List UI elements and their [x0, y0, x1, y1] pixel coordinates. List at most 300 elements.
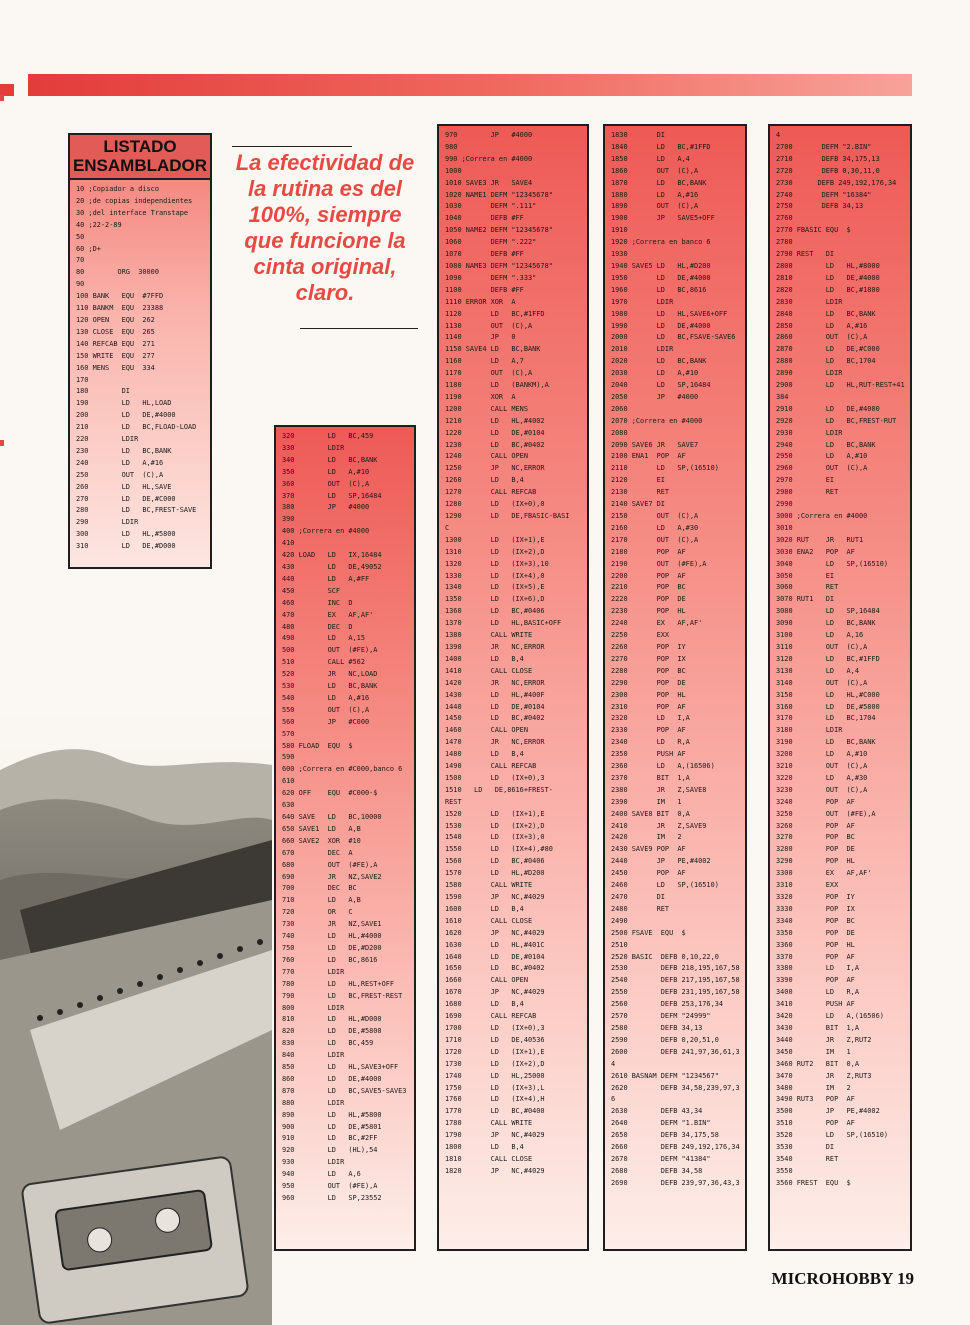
- listing-panel-5: [768, 124, 912, 1251]
- code-line: 3160 LD DE,#5800: [776, 702, 880, 711]
- code-line: 3470 JR Z,RUT3: [776, 1071, 872, 1080]
- code-line: 2780: [776, 238, 793, 247]
- code-line: 1070 DEFB #FF: [445, 250, 524, 259]
- code-line: 1010 SAVE3 JR SAVE4: [445, 178, 533, 187]
- code-line: 660 SAVE2 XOR #10: [282, 836, 361, 845]
- listing-panel-4: [603, 124, 747, 1251]
- code-line: 2070 ;Correra en #4000: [611, 416, 703, 425]
- code-line: 1340 LD (IX+5),E: [445, 583, 545, 592]
- code-line: 330 LDIR: [282, 443, 345, 452]
- code-line: REST: [445, 797, 462, 806]
- code-line: 3480 IM 2: [776, 1083, 851, 1092]
- code-line: 690 JR NZ,SAVE2: [282, 872, 382, 881]
- code-line: 290 LDIR: [76, 518, 139, 527]
- code-line: 540 LD A,#16: [282, 693, 370, 702]
- code-line: 1830 DI: [611, 131, 665, 139]
- listing-panel-2: [274, 425, 416, 1251]
- code-line: 1470 JR NC,ERROR: [445, 738, 545, 747]
- code-line: 3310 EXX: [776, 881, 839, 890]
- code-line: 1280 LD (IX+0),0: [445, 500, 545, 509]
- code-line: 2020 LD BC,BANK: [611, 357, 707, 366]
- code-line: 1420 JR NC,ERROR: [445, 678, 545, 687]
- code-line: 230 LD BC,BANK: [76, 446, 172, 455]
- code-line: 3260 POP AF: [776, 821, 855, 830]
- code-line: 810 LD HL,#D000: [282, 1015, 382, 1024]
- code-line: 1320 LD (IX+3),10: [445, 559, 549, 568]
- code-line: 410: [282, 539, 295, 548]
- code-line: 2950 LD A,#10: [776, 452, 868, 461]
- code-line: 3170 LD BC,1704: [776, 714, 876, 723]
- code-line: 70: [76, 256, 85, 265]
- code-line: 360 OUT (C),A: [282, 479, 370, 488]
- code-line: 3120 LD BC,#1FFD: [776, 654, 880, 663]
- code-line: 2320 LD I,A: [611, 714, 690, 723]
- code-line: 2210 POP BC: [611, 583, 686, 592]
- code-line: 1450 LD BC,#0402: [445, 714, 545, 723]
- code-line: 2110 LD SP,(16510): [611, 464, 719, 473]
- code-line: 1990 LD DE,#4000: [611, 321, 711, 330]
- code-line: 1880 LD A,#16: [611, 190, 699, 199]
- code-line: 3410 PUSH AF: [776, 1000, 855, 1009]
- code-line: 50: [76, 232, 85, 241]
- code-line: 2280 POP BC: [611, 666, 686, 675]
- code-line: 3460 RUT2 BIT 0,A: [776, 1059, 859, 1068]
- code-line: 1970 LDIR: [611, 297, 674, 306]
- code-line: 2030 LD A,#10: [611, 369, 699, 378]
- code-line: 2740 DEFM "16384": [776, 190, 872, 199]
- code-line: 2620 DEFB 34,58,239,97,3: [611, 1083, 740, 1092]
- code-line: 2680 DEFB 34,58: [611, 1166, 703, 1175]
- code-line: 1760 LD (IX+4),H: [445, 1095, 545, 1104]
- code-line: 800 LDIR: [282, 1003, 345, 1012]
- code-line: 1330 LD (IX+4),0: [445, 571, 545, 580]
- code-line: 3080 LD SP,16484: [776, 607, 880, 616]
- code-line: 390: [282, 515, 295, 524]
- code-line: 3350 POP DE: [776, 928, 855, 937]
- code-line: 1860 OUT (C),A: [611, 166, 699, 175]
- quote-top-rule: [232, 146, 352, 147]
- code-line: 1710 LD DE,40536: [445, 1035, 545, 1044]
- code-line: 1950 LD DE,#4000: [611, 273, 711, 282]
- code-line: 1700 LD (IX+0),3: [445, 1023, 545, 1032]
- code-line: 870 LD BC,SAVE5-SAVE3: [282, 1086, 407, 1095]
- code-line: 3070 RUT1 DI: [776, 595, 835, 604]
- code-line: 990 ;Correra en #4000: [445, 154, 533, 163]
- code-line: 3210 OUT (C),A: [776, 762, 868, 771]
- code-line: 1790 JP NC,#4029: [445, 1131, 545, 1140]
- code-line: 3010: [776, 523, 793, 532]
- code-line: 1390 JR NC,ERROR: [445, 642, 545, 651]
- code-line: 980: [445, 142, 458, 151]
- code-line: 760 LD BC,8616: [282, 955, 378, 964]
- code-line: 2180 POP AF: [611, 547, 686, 556]
- code-line: 1920 ;Correra en banco 6: [611, 238, 711, 247]
- code-line: 1650 LD BC,#0402: [445, 964, 545, 973]
- code-line: 2090 SAVE6 JR SAVE7: [611, 440, 699, 449]
- code-line: 3190 LD BC,BANK: [776, 738, 876, 747]
- code-line: 3180 LDIR: [776, 726, 843, 735]
- code-line: 2690 DEFB 239,97,36,43,3: [611, 1178, 740, 1187]
- listing-panel-3: [437, 124, 589, 1251]
- code-line: 2420 IM 2: [611, 833, 682, 842]
- code-line: 430 LD DE,49052: [282, 562, 382, 571]
- code-line: 3230 OUT (C),A: [776, 785, 868, 794]
- code-line: 1110 ERROR XOR A: [445, 297, 516, 306]
- code-line: 470 EX AF,AF': [282, 610, 374, 619]
- code-line: 1480 LD B,4: [445, 750, 524, 759]
- code-line: 1180 LD (BANKM),A: [445, 381, 549, 390]
- code-line: 2980 RET: [776, 488, 839, 497]
- code-line: 200 LD DE,#4000: [76, 411, 176, 420]
- code-line: 310 LD DE,#D000: [76, 542, 176, 551]
- code-line: 510 CALL #562: [282, 658, 365, 667]
- code-line: 1100 DEFB #FF: [445, 285, 524, 294]
- code-line: 700 DEC BC: [282, 884, 357, 893]
- code-line: 1930: [611, 250, 628, 259]
- code-line: 1570 LD HL,#D200: [445, 869, 545, 878]
- code-line: 220 LDIR: [76, 435, 139, 444]
- code-line: 20 ;de copias independientes: [76, 196, 193, 205]
- code-line: 1620 JP NC,#4029: [445, 928, 545, 937]
- code-line: 2160 LD A,#30: [611, 523, 699, 532]
- code-line: 3420 LD A,(16506): [776, 1012, 884, 1021]
- code-line: 2410 JR Z,SAVE9: [611, 821, 707, 830]
- code-line: 210 LD BC,FLOAD-LOAD: [76, 423, 197, 432]
- code-line: 2050 JP #4000: [611, 392, 699, 401]
- code-line: 460 INC D: [282, 598, 353, 607]
- code-line: 520 JR NC,LOAD: [282, 670, 378, 679]
- code-line: 930 LDIR: [282, 1158, 345, 1167]
- code-line: 2240 EX AF,AF': [611, 619, 703, 628]
- code-line: 1240 CALL OPEN: [445, 452, 528, 461]
- code-line: 260 LD HL,SAVE: [76, 482, 172, 491]
- code-line: 1680 LD B,4: [445, 1000, 524, 1009]
- code-line: 560 JP #C000: [282, 717, 370, 726]
- code-line: 3090 LD BC,BANK: [776, 619, 876, 628]
- code-line: 1030 DEFM ".111": [445, 202, 537, 211]
- code-line: 1230 LD BC,#0402: [445, 440, 545, 449]
- code-line: 490 LD A,15: [282, 634, 365, 643]
- code-line: 1300 LD (IX+1),E: [445, 535, 545, 544]
- code-line: 90: [76, 280, 85, 289]
- code-line: 1600 LD B,4: [445, 904, 524, 913]
- code-line: 1910: [611, 226, 628, 235]
- code-line: 2130 RET: [611, 488, 670, 497]
- code-line: 1800 LD B,4: [445, 1143, 524, 1152]
- code-line: 1580 CALL WRITE: [445, 881, 533, 890]
- code-line: 2670 DEFM "41384": [611, 1154, 711, 1163]
- code-line: 1440 LD DE,#0104: [445, 702, 545, 711]
- code-line: 1490 CALL REFCAB: [445, 762, 537, 771]
- code-line: 2600 DEFB 241,97,36,61,3: [611, 1047, 740, 1056]
- code-line: 1140 JP 0: [445, 333, 516, 342]
- code-line: 1630 LD HL,#401C: [445, 940, 545, 949]
- code-line: 650 SAVE1 LD A,B: [282, 824, 361, 833]
- code-line: 480 DEC D: [282, 622, 353, 631]
- code-line: 1740 LD HL,25000: [445, 1071, 545, 1080]
- code-line: 850 LD HL,SAVE3+OFF: [282, 1063, 399, 1072]
- code-line: 2520 BASIC DEFB 0,10,22,0: [611, 952, 719, 961]
- code-line: 440 LD A,#FF: [282, 574, 370, 583]
- code-line: 1720 LD (IX+1),E: [445, 1047, 545, 1056]
- code-line: 3220 LD A,#30: [776, 773, 868, 782]
- code-line: 1080 NAME3 DEFM "12345678": [445, 261, 553, 270]
- code-line: 60 ;D+: [76, 244, 101, 253]
- code-line: 2350 PUSH AF: [611, 750, 686, 759]
- code-line: 1400 LD B,4: [445, 654, 524, 663]
- listing-title-line2: ENSAMBLADOR: [72, 156, 208, 175]
- code-line: 2170 OUT (C),A: [611, 535, 699, 544]
- code-line: 3320 POP IY: [776, 893, 855, 901]
- code-line: 2700 DEFM "2.BIN": [776, 142, 872, 151]
- code-line: 2200 POP AF: [611, 571, 686, 580]
- code-line: 940 LD A,6: [282, 1170, 361, 1179]
- code-line: 1360 LD BC,#0406: [445, 607, 545, 616]
- code-line: 1520 LD (IX+1),E: [445, 809, 545, 818]
- code-line: 710 LD A,B: [282, 896, 361, 905]
- code-line: 2150 OUT (C),A: [611, 512, 699, 520]
- code-line: 2590 DEFB 0,20,51,0: [611, 1035, 719, 1044]
- code-line: 1940 SAVE5 LD HL,#D200: [611, 261, 711, 270]
- code-line: 1820 JP NC,#4029: [445, 1166, 545, 1175]
- code-line: 2860 OUT (C),A: [776, 333, 868, 342]
- code-line: 3500 JP PE,#4002: [776, 1107, 880, 1116]
- code-line: 2490: [611, 916, 628, 925]
- code-line: 400 ;Correra en #4000: [282, 527, 370, 536]
- code-line: 740 LD HL,#4000: [282, 932, 382, 941]
- code-line: 3400 LD R,A: [776, 988, 859, 997]
- code-line: 1160 LD A,7: [445, 357, 524, 366]
- code-line: 630: [282, 801, 295, 810]
- code-line: 190 LD HL,LOAD: [76, 399, 172, 408]
- code-line: 2380 JR Z,SAVE8: [611, 785, 707, 794]
- code-line: 2770 FBASIC EQU $: [776, 226, 851, 235]
- code-line: 420 LOAD LD IX,16484: [282, 551, 382, 560]
- listing-lines: [70, 180, 210, 553]
- code-line: 590: [282, 753, 295, 762]
- code-line: 3130 LD A,4: [776, 666, 859, 675]
- code-line: 1590 JP NC,#4029: [445, 893, 545, 901]
- code-line: 2820 LD BC,#1800: [776, 285, 880, 294]
- code-line: 1130 OUT (C),A: [445, 321, 533, 330]
- code-line: 1120 LD BC,#1FFD: [445, 309, 545, 318]
- code-line: 3040 LD SP,(16510): [776, 559, 889, 568]
- code-line: 2580 DEFB 34,13: [611, 1023, 703, 1032]
- code-line: 730 JR NZ,SAVE1: [282, 920, 382, 929]
- code-line: 2990: [776, 500, 793, 509]
- code-line: 1770 LD BC,#0400: [445, 1107, 545, 1116]
- code-line: 670 DEC A: [282, 848, 353, 857]
- code-line: 240 LD A,#16: [76, 458, 164, 467]
- code-line: 450 SCF: [282, 586, 341, 595]
- code-line: 3060 RET: [776, 583, 839, 592]
- code-line: 890 LD HL,#5800: [282, 1110, 382, 1119]
- code-line: 2430 SAVE9 POP AF: [611, 845, 686, 854]
- code-line: 3340 POP BC: [776, 916, 855, 925]
- page-edge-mark: [0, 95, 4, 101]
- code-line: 3050 EI: [776, 571, 835, 580]
- code-line: 2330 POP AF: [611, 726, 686, 735]
- quote-bottom-rule: [300, 328, 418, 329]
- code-line: 1430 LD HL,#400F: [445, 690, 545, 699]
- code-line: 1020 NAME1 DEFM "12345678": [445, 190, 553, 199]
- code-line: 3520 LD SP,(16510): [776, 1131, 889, 1140]
- code-line: 3360 POP HL: [776, 940, 855, 949]
- code-line: 3490 RUT3 POP AF: [776, 1095, 855, 1104]
- code-line: 530 LD BC,BANK: [282, 682, 378, 691]
- code-line: 3240 POP AF: [776, 797, 855, 806]
- code-line: 3440 JR Z,RUT2: [776, 1035, 872, 1044]
- listing-lines: [770, 126, 910, 1190]
- code-line: 340 LD BC,BANK: [282, 455, 378, 464]
- code-line: 6: [611, 1095, 616, 1104]
- code-line: 2570 DEFM "24999": [611, 1012, 711, 1021]
- code-line: 1510 LD DE,8616+FREST-: [445, 785, 553, 794]
- cassette-landscape-illustration: [0, 700, 272, 1325]
- code-line: 750 LD DE,#D200: [282, 943, 382, 952]
- listing-panel-1: [68, 133, 212, 569]
- pull-quote: La efectividad de la rutina es del 100%, siempre que funcione la cinta original, claro.: [235, 150, 415, 305]
- code-line: 2400 SAVE8 BIT 0,A: [611, 809, 690, 818]
- code-line: 2290 POP DE: [611, 678, 686, 687]
- code-line: 2650 DEFB 34,175,58: [611, 1131, 719, 1140]
- code-line: 2850 LD A,#16: [776, 321, 868, 330]
- code-line: 1290 LD DE,FBASIC-BASI: [445, 512, 570, 520]
- code-line: 3150 LD HL,#C000: [776, 690, 880, 699]
- code-line: 2480 RET: [611, 904, 670, 913]
- code-line: 2750 DEFB 34,13: [776, 202, 864, 211]
- page-footer: [772, 1269, 914, 1289]
- code-line: 860 LD DE,#4000: [282, 1074, 382, 1083]
- code-line: 580 FLOAD EQU $: [282, 741, 353, 750]
- code-line: 3140 OUT (C),A: [776, 678, 868, 687]
- code-line: 2220 POP DE: [611, 595, 686, 604]
- code-line: 380 JP #4000: [282, 503, 370, 512]
- code-line: 1260 LD B,4: [445, 476, 524, 485]
- code-line: 2910 LD DE,#4000: [776, 404, 880, 413]
- code-line: 1530 LD (IX+2),D: [445, 821, 545, 830]
- code-line: 370 LD SP,16484: [282, 491, 382, 500]
- code-line: 1200 CALL MENS: [445, 404, 528, 413]
- code-line: 1000: [445, 166, 462, 175]
- code-line: 1090 DEFM ".333": [445, 273, 537, 282]
- code-line: 2270 POP IX: [611, 654, 686, 663]
- code-line: 1900 JP SAVE5+OFF: [611, 214, 715, 223]
- code-line: 2710 DEFB 34,175,13: [776, 154, 880, 163]
- code-line: 2460 LD SP,(16510): [611, 881, 719, 890]
- code-line: 620 OFF EQU #C000-$: [282, 789, 378, 798]
- code-line: 2930 LDIR: [776, 428, 843, 437]
- code-line: 790 LD BC,FREST-REST: [282, 991, 403, 1000]
- code-line: 2260 POP IY: [611, 642, 686, 651]
- code-line: 600 ;Correra en #C000,banco 6: [282, 765, 403, 774]
- code-line: 2360 LD A,(16506): [611, 762, 715, 771]
- code-line: 1750 LD (IX+3),L: [445, 1083, 545, 1092]
- code-line: 3100 LD A,16: [776, 631, 864, 640]
- page-edge-mark: [0, 440, 4, 446]
- code-line: 2190 OUT (#FE),A: [611, 559, 707, 568]
- code-line: 2120 EI: [611, 476, 665, 485]
- code-line: 1640 LD DE,#0104: [445, 952, 545, 961]
- code-line: 2140 SAVE7 DI: [611, 500, 665, 509]
- code-line: 2890 LDIR: [776, 369, 843, 378]
- code-line: 2010 LDIR: [611, 345, 674, 354]
- code-line: 1250 JP NC,ERROR: [445, 464, 545, 473]
- code-line: 1350 LD (IX+6),D: [445, 595, 545, 604]
- code-line: 900 LD DE,#5801: [282, 1122, 382, 1131]
- code-line: 2880 LD BC,1704: [776, 357, 876, 366]
- code-line: 2250 EXX: [611, 631, 670, 640]
- code-line: 2060: [611, 404, 628, 413]
- code-line: 3330 POP IX: [776, 904, 855, 913]
- code-line: 170: [76, 375, 89, 384]
- code-line: 1060 DEFM ".222": [445, 238, 537, 247]
- listing-title-line1: LISTADO: [103, 137, 177, 156]
- code-line: 1310 LD (IX+2),D: [445, 547, 545, 556]
- code-line: 2080: [611, 428, 628, 437]
- code-line: 1810 CALL CLOSE: [445, 1154, 533, 1163]
- code-line: 2720 DEFB 0,30,11,0: [776, 166, 880, 175]
- code-line: 320 LD BC,459: [282, 432, 374, 440]
- code-line: 1040 DEFB #FF: [445, 214, 524, 223]
- code-line: 3200 LD A,#10: [776, 750, 868, 759]
- code-line: 2830 LDIR: [776, 297, 843, 306]
- code-line: 1150 SAVE4 LD BC,BANK: [445, 345, 541, 354]
- code-line: 1560 LD BC,#0406: [445, 857, 545, 866]
- code-line: 120 OPEN EQU 262: [76, 315, 155, 324]
- code-line: 1690 CALL REFCAB: [445, 1012, 537, 1021]
- code-line: 550 OUT (C),A: [282, 705, 370, 714]
- top-color-bar: [28, 74, 912, 96]
- code-line: 250 OUT (C),A: [76, 470, 164, 479]
- code-line: 180 DI: [76, 387, 130, 396]
- code-line: 3110 OUT (C),A: [776, 642, 868, 651]
- listing-lines: [605, 126, 745, 1190]
- code-line: 3250 OUT (#FE),A: [776, 809, 876, 818]
- code-line: 920 LD (HL),54: [282, 1146, 378, 1155]
- code-line: 1660 CALL OPEN: [445, 976, 528, 985]
- code-line: 610: [282, 777, 295, 786]
- code-line: 500 OUT (#FE),A: [282, 646, 378, 655]
- code-line: 2920 LD BC,FREST-RUT: [776, 416, 897, 425]
- code-line: 2470 DI: [611, 893, 665, 901]
- code-line: 3510 POP AF: [776, 1119, 855, 1128]
- code-line: 1460 CALL OPEN: [445, 726, 528, 735]
- code-line: 3380 LD I,A: [776, 964, 859, 973]
- code-line: 2640 DEFM "1.BIN": [611, 1119, 711, 1128]
- code-line: 130 CLOSE EQU 265: [76, 327, 155, 336]
- code-line: 110 BANKM EQU 23388: [76, 304, 164, 313]
- code-line: 2800 LD HL,#8000: [776, 261, 880, 270]
- code-line: 3280 POP DE: [776, 845, 855, 854]
- code-line: 1670 JP NC,#4029: [445, 988, 545, 997]
- code-line: 1540 LD (IX+3),0: [445, 833, 545, 842]
- code-line: 3540 RET: [776, 1154, 839, 1163]
- code-line: 840 LDIR: [282, 1051, 345, 1060]
- code-line: 880 LDIR: [282, 1098, 345, 1107]
- code-line: 3030 ENA2 POP AF: [776, 547, 855, 556]
- code-line: 2790 REST DI: [776, 250, 835, 259]
- code-line: 2630 DEFB 43,34: [611, 1107, 703, 1116]
- code-line: 2940 LD BC,BANK: [776, 440, 876, 449]
- code-line: 2510: [611, 940, 628, 949]
- code-line: 970 JP #4000: [445, 131, 533, 139]
- code-line: 960 LD SP,23552: [282, 1194, 382, 1202]
- code-line: 1270 CALL REFCAB: [445, 488, 537, 497]
- code-line: 820 LD DE,#5800: [282, 1027, 382, 1036]
- code-line: 40 ;22-2-89: [76, 220, 122, 229]
- code-line: 100 BANK EQU #7FFD: [76, 292, 164, 301]
